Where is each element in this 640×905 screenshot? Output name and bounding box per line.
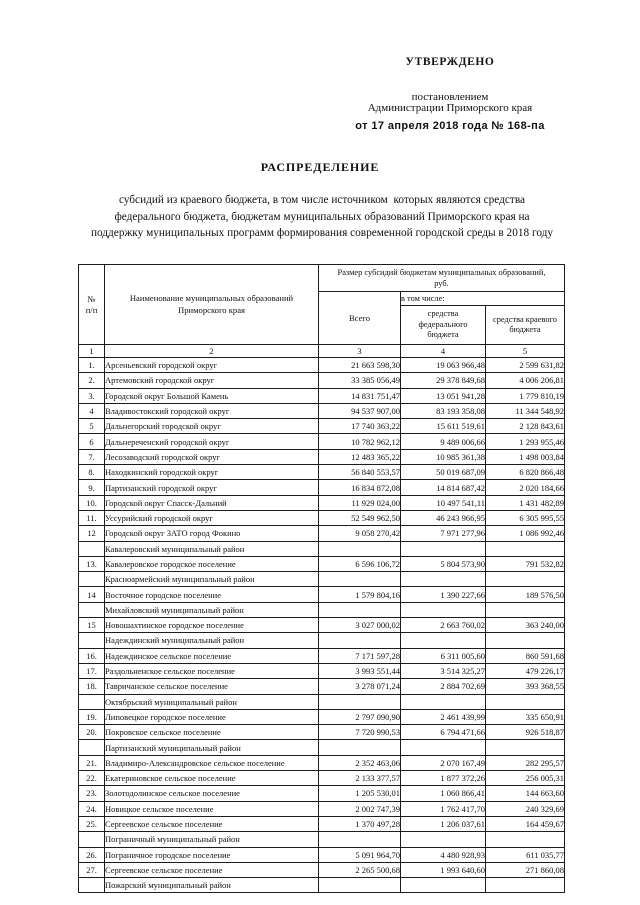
total-amount [319, 572, 401, 587]
row-number [79, 541, 105, 556]
federal-funds-amount: 15 611 519,61 [401, 419, 486, 434]
total-amount: 1 205 530,01 [319, 786, 401, 801]
municipality-name: Находкинский городской округ [105, 465, 319, 480]
total-amount: 16 834 872,08 [319, 480, 401, 495]
table-row [79, 755, 565, 770]
table-row [79, 556, 565, 571]
row-number: 18. [79, 679, 105, 694]
table-row [79, 725, 565, 740]
table-row [79, 587, 565, 602]
federal-funds-amount: 4 480 928,93 [401, 847, 486, 862]
municipality-name: Раздольненское сельское поселение [105, 663, 319, 678]
regional-funds-amount [486, 832, 565, 847]
regional-funds-amount: 144 663,60 [486, 786, 565, 801]
district-row [79, 572, 565, 587]
header-fed-line3: бюджета [427, 330, 459, 340]
regional-funds-amount: 1 431 482,89 [486, 495, 565, 510]
regional-funds-amount [486, 694, 565, 709]
total-amount: 6 596 106,72 [319, 556, 401, 571]
row-number: 25. [79, 816, 105, 831]
total-amount: 94 537 907,00 [319, 403, 401, 418]
row-number: 12 [79, 526, 105, 541]
intro-line-2: федерального бюджета, бюджетам муниципальных образований Приморского края на [114, 210, 530, 223]
total-amount: 1 370 497,28 [319, 816, 401, 831]
municipality-name: Владивостокский городской округ [105, 403, 319, 418]
regional-funds-amount [486, 602, 565, 617]
regional-funds-amount: 4 006 206,81 [486, 373, 565, 388]
district-row [79, 602, 565, 617]
regional-funds-amount: 1 498 003,84 [486, 449, 565, 464]
total-amount [319, 541, 401, 556]
district-row [79, 633, 565, 648]
total-amount: 3 278 071,24 [319, 679, 401, 694]
municipality-name: Пограничное городское поселение [105, 847, 319, 862]
table-row [79, 847, 565, 862]
approval-block [300, 57, 600, 132]
total-amount [319, 633, 401, 648]
header-num-line2: п/п [85, 304, 98, 315]
regional-funds-amount: 271 860,08 [486, 862, 565, 877]
regional-funds-amount: 335 650,91 [486, 709, 565, 724]
total-amount: 1 579 804,16 [319, 587, 401, 602]
table-row [79, 648, 565, 663]
row-number: 13. [79, 556, 105, 571]
header-fed-line2: федерального [418, 319, 468, 329]
colnum-1: 1 [79, 345, 105, 358]
municipality-name: Арсеньевский городской округ [105, 358, 319, 373]
row-number: 5 [79, 419, 105, 434]
header-including: в том числе: [401, 292, 565, 306]
federal-funds-amount: 13 051 941,28 [401, 388, 486, 403]
municipality-name: Сергеевское сельское поселение [105, 816, 319, 831]
row-number: 8. [79, 465, 105, 480]
municipality-name: Кавалеровское городское поселение [105, 556, 319, 571]
municipality-name: Новошахтинское городское поселение [105, 618, 319, 633]
row-number: 26. [79, 847, 105, 862]
federal-funds-amount [401, 602, 486, 617]
municipality-name: Партизанский муниципальный район [105, 740, 319, 755]
row-number [79, 694, 105, 709]
federal-funds-amount: 1 877 372,26 [401, 771, 486, 786]
municipality-name: Городской округ ЗАТО город Фокино [105, 526, 319, 541]
header-merged-line2: руб. [434, 279, 449, 288]
row-number: 23. [79, 786, 105, 801]
federal-funds-amount: 9 489 006,66 [401, 434, 486, 449]
regional-funds-amount [486, 572, 565, 587]
row-number: 14 [79, 587, 105, 602]
regional-funds-amount [486, 541, 565, 556]
regional-funds-amount: 189 576,50 [486, 587, 565, 602]
regional-funds-amount: 479 226,17 [486, 663, 565, 678]
federal-funds-amount: 14 814 687,42 [401, 480, 486, 495]
header-name-line1: Наименование муниципальных образований [129, 293, 294, 303]
total-amount: 11 929 024,00 [319, 495, 401, 510]
table-row [79, 679, 565, 694]
intro-paragraph [72, 192, 572, 242]
regional-funds-amount [486, 633, 565, 648]
federal-funds-amount [401, 832, 486, 847]
federal-funds-amount: 83 193 358,08 [401, 403, 486, 418]
federal-funds-amount: 1 206 037,61 [401, 816, 486, 831]
header-municipality-name [105, 265, 319, 345]
municipality-name: Дальнегорский городской округ [105, 419, 319, 434]
district-row [79, 694, 565, 709]
federal-funds-amount: 7 971 277,96 [401, 526, 486, 541]
municipality-name: Покровское сельское поселение [105, 725, 319, 740]
federal-funds-amount: 29 378 849,68 [401, 373, 486, 388]
regional-funds-amount: 6 305 995,55 [486, 510, 565, 525]
municipality-name: Дальнереченский городской округ [105, 434, 319, 449]
federal-funds-amount [401, 740, 486, 755]
federal-funds-amount: 19 063 966,48 [401, 358, 486, 373]
federal-funds-amount: 1 762 417,70 [401, 801, 486, 816]
row-number: 20. [79, 725, 105, 740]
total-amount: 2 133 377,57 [319, 771, 401, 786]
regional-funds-amount: 256 005,31 [486, 771, 565, 786]
row-number: 27. [79, 862, 105, 877]
row-number: 1. [79, 358, 105, 373]
district-row [79, 541, 565, 556]
header-merged-line1: Размер субсидий бюджетам муниципальных образований, [337, 268, 546, 277]
table-row [79, 373, 565, 388]
header-subsidy-amount [319, 265, 565, 292]
regional-funds-amount: 1 293 955,46 [486, 434, 565, 449]
header-reg-line1: средства краевого [493, 314, 557, 324]
subsidy-distribution-table [78, 264, 564, 893]
district-row [79, 740, 565, 755]
row-number: 17. [79, 663, 105, 678]
regional-funds-amount: 240 329,69 [486, 801, 565, 816]
municipality-name: Пограничный муниципальный район [105, 832, 319, 847]
intro-line-1: субсидий из краевого бюджета, в том числе источником которых являются средства [118, 194, 526, 206]
colnum-4: 4 [401, 345, 486, 358]
row-number [79, 878, 105, 893]
federal-funds-amount [401, 878, 486, 893]
table-row [79, 510, 565, 525]
table-row [79, 465, 565, 480]
table-row [79, 709, 565, 724]
total-amount: 2 797 090,90 [319, 709, 401, 724]
federal-funds-amount: 5 804 573,90 [401, 556, 486, 571]
federal-funds-amount: 6 311 005,60 [401, 648, 486, 663]
table-row [79, 526, 565, 541]
regional-funds-amount: 860 591,68 [486, 648, 565, 663]
table-row [79, 771, 565, 786]
federal-funds-amount [401, 572, 486, 587]
municipality-name: Лесозаводский городской округ [105, 449, 319, 464]
total-amount: 10 782 962,12 [319, 434, 401, 449]
row-number: 2. [79, 373, 105, 388]
table-header [79, 265, 565, 358]
approval-decree-word: постановлением [411, 90, 489, 103]
row-number: 16. [79, 648, 105, 663]
row-number [79, 832, 105, 847]
federal-funds-amount: 1 993 640,60 [401, 862, 486, 877]
municipality-name: Кавалеровский муниципальный район [105, 541, 319, 556]
total-amount: 3 027 000,02 [319, 618, 401, 633]
table-body [79, 358, 565, 893]
federal-funds-amount: 2 070 167,49 [401, 755, 486, 770]
colnum-3: 3 [319, 345, 401, 358]
total-amount [319, 602, 401, 617]
regional-funds-amount: 791 532,82 [486, 556, 565, 571]
approval-decree-number: от 17 апреля 2018 года № 168-па [355, 119, 545, 132]
regional-funds-amount: 363 240,00 [486, 618, 565, 633]
municipality-name: Михайловский муниципальный район [105, 602, 319, 617]
table-row [79, 403, 565, 418]
regional-funds-amount: 611 035,77 [486, 847, 565, 862]
regional-funds-amount [486, 740, 565, 755]
approval-authority: Администрации Приморского края [367, 101, 533, 114]
header-num-line1: № [87, 293, 96, 304]
row-number: 7. [79, 449, 105, 464]
total-amount: 9 058 270,42 [319, 526, 401, 541]
federal-funds-amount: 50 019 687,09 [401, 465, 486, 480]
federal-funds-amount: 1 390 227,66 [401, 587, 486, 602]
federal-funds-amount [401, 633, 486, 648]
total-amount: 2 002 747,39 [319, 801, 401, 816]
total-amount: 2 352 463,06 [319, 755, 401, 770]
approved-label: УТВЕРЖДЕНО [405, 56, 495, 68]
colnum-5: 5 [486, 345, 565, 358]
row-number: 11. [79, 510, 105, 525]
table-row [79, 419, 565, 434]
table-row [79, 388, 565, 403]
row-number: 19. [79, 709, 105, 724]
page-title: РАСПРЕДЕЛЕНИЕ [260, 160, 380, 174]
table-row [79, 862, 565, 877]
header-reg-line2: бюджета [509, 325, 541, 334]
municipality-name: Тавричанское сельское поселение [105, 679, 319, 694]
row-number: 9. [79, 480, 105, 495]
row-number: 21. [79, 755, 105, 770]
regional-funds-amount: 282 295,57 [486, 755, 565, 770]
municipality-name: Владимиро-Александровское сельское поселение [105, 755, 319, 770]
municipality-name: Надеждинское сельское поселение [105, 648, 319, 663]
total-amount: 56 840 553,57 [319, 465, 401, 480]
table-row [79, 618, 565, 633]
total-amount: 33 385 056,49 [319, 373, 401, 388]
federal-funds-amount: 1 060 866,41 [401, 786, 486, 801]
federal-funds-amount: 46 243 966,95 [401, 510, 486, 525]
total-amount: 2 265 500,68 [319, 862, 401, 877]
total-amount: 5 091 964,70 [319, 847, 401, 862]
municipality-name: Золотодолинское сельское поселение [105, 786, 319, 801]
federal-funds-amount: 2 663 760,02 [401, 618, 486, 633]
municipality-name: Сергеевское сельское поселение [105, 862, 319, 877]
federal-funds-amount [401, 541, 486, 556]
colnum-2: 2 [105, 345, 319, 358]
row-number: 22. [79, 771, 105, 786]
municipality-name: Новицкое сельское поселение [105, 801, 319, 816]
total-amount: 7 720 990,53 [319, 725, 401, 740]
header-row-number [79, 265, 105, 345]
row-number: 3. [79, 388, 105, 403]
total-amount: 12 483 365,22 [319, 449, 401, 464]
federal-funds-amount: 3 514 325,27 [401, 663, 486, 678]
municipality-name: Городской округ Большой Камень [105, 388, 319, 403]
intro-line-3: поддержку муниципальных программ формирования современной городской среды в 2018 году [90, 227, 554, 239]
federal-funds-amount: 2 884 702,69 [401, 679, 486, 694]
total-amount: 17 740 363,22 [319, 419, 401, 434]
column-number-row [79, 345, 565, 358]
regional-funds-amount: 1 779 810,19 [486, 388, 565, 403]
federal-funds-amount: 2 461 439,99 [401, 709, 486, 724]
row-number: 15 [79, 618, 105, 633]
total-amount: 3 993 551,44 [319, 663, 401, 678]
header-federal-funds [401, 306, 486, 345]
federal-funds-amount: 6 794 471,66 [401, 725, 486, 740]
row-number [79, 602, 105, 617]
table-row [79, 358, 565, 373]
row-number [79, 633, 105, 648]
regional-funds-amount [486, 878, 565, 893]
total-amount: 14 831 751,47 [319, 388, 401, 403]
header-name-line2: Приморского края [178, 304, 245, 315]
table-row [79, 663, 565, 678]
table-row [79, 801, 565, 816]
table-row [79, 816, 565, 831]
municipality-name: Липовецкое городское поселение [105, 709, 319, 724]
regional-funds-amount: 11 344 548,92 [486, 403, 565, 418]
row-number: 6 [79, 434, 105, 449]
regional-funds-amount: 6 820 866,48 [486, 465, 565, 480]
table-row [79, 495, 565, 510]
municipality-name: Екатериновское сельское поселение [105, 771, 319, 786]
municipality-name: Красноармейский муниципальный район [105, 572, 319, 587]
table-row [79, 449, 565, 464]
header-regional-funds [486, 306, 565, 345]
total-amount [319, 832, 401, 847]
municipality-name: Надеждинский муниципальный район [105, 633, 319, 648]
row-number [79, 572, 105, 587]
total-amount [319, 694, 401, 709]
total-amount: 7 171 597,28 [319, 648, 401, 663]
regional-funds-amount: 926 518,87 [486, 725, 565, 740]
regional-funds-amount: 2 128 843,61 [486, 419, 565, 434]
row-number: 4 [79, 403, 105, 418]
table-row [79, 480, 565, 495]
federal-funds-amount: 10 985 361,38 [401, 449, 486, 464]
row-number: 10. [79, 495, 105, 510]
table-row [79, 786, 565, 801]
header-total: Всего [319, 292, 401, 345]
municipality-name: Пожарский муниципальный район [105, 878, 319, 893]
regional-funds-amount: 393 368,55 [486, 679, 565, 694]
municipality-name: Партизанский городской округ [105, 480, 319, 495]
regional-funds-amount: 2 599 631,82 [486, 358, 565, 373]
municipality-name: Восточное городское поселение [105, 587, 319, 602]
municipality-name: Городской округ Спасск-Дальний [105, 495, 319, 510]
federal-funds-amount: 10 497 541,11 [401, 495, 486, 510]
municipality-name: Уссурийский городской округ [105, 510, 319, 525]
regional-funds-amount: 2 020 184,66 [486, 480, 565, 495]
table-row [79, 434, 565, 449]
row-number: 24. [79, 801, 105, 816]
district-row [79, 878, 565, 893]
header-fed-line1: средства [427, 309, 459, 319]
total-amount [319, 740, 401, 755]
municipality-name: Октябрьский муниципальный район [105, 694, 319, 709]
municipality-name: Артемовский городской округ [105, 373, 319, 388]
district-row [79, 832, 565, 847]
federal-funds-amount [401, 694, 486, 709]
regional-funds-amount: 164 459,67 [486, 816, 565, 831]
total-amount: 52 549 962,50 [319, 510, 401, 525]
regional-funds-amount: 1 086 992,46 [486, 526, 565, 541]
total-amount [319, 878, 401, 893]
row-number [79, 740, 105, 755]
total-amount: 21 663 598,30 [319, 358, 401, 373]
